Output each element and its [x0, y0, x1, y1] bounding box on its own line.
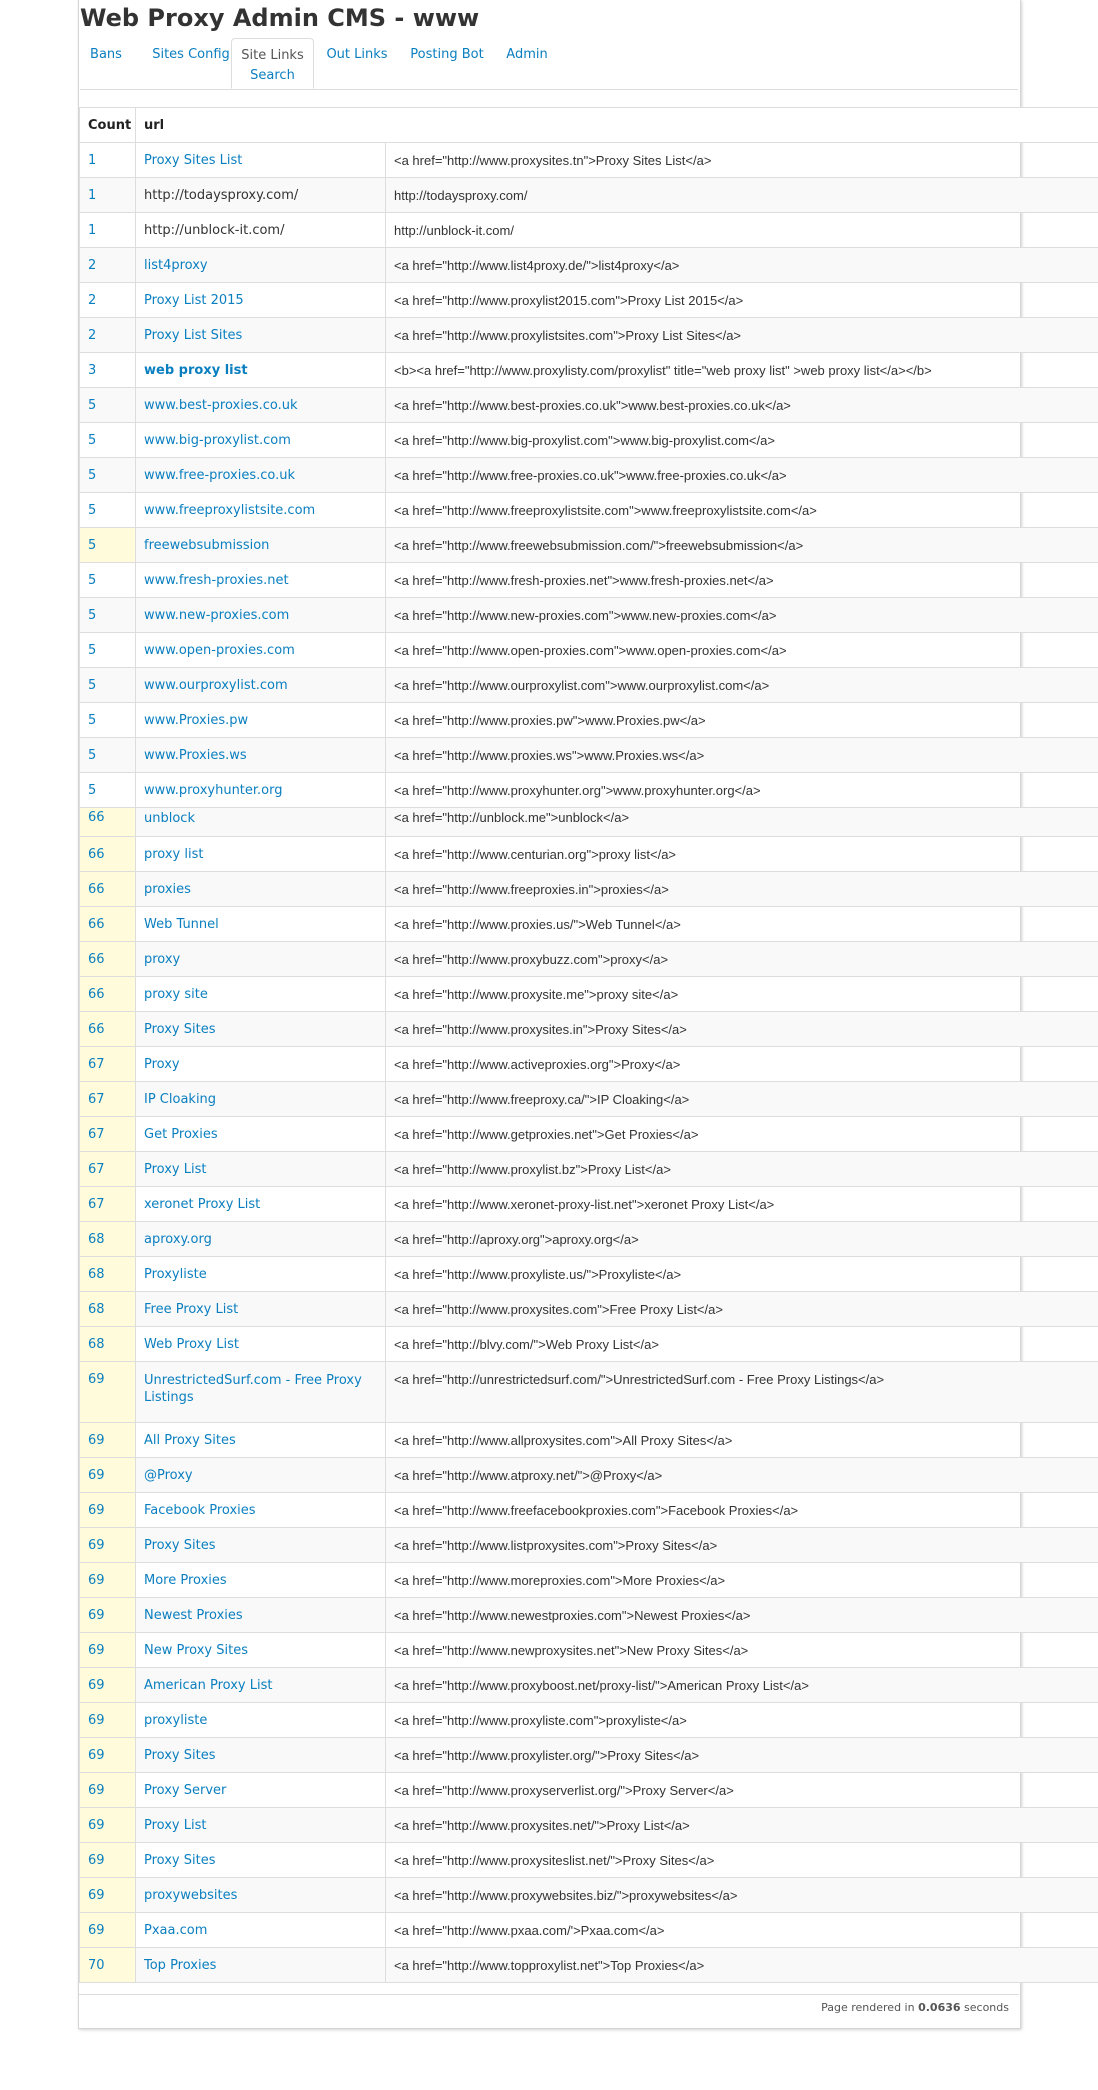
row-count[interactable]: 68 [80, 1222, 136, 1257]
row-link-name[interactable]: www.ourproxylist.com [136, 668, 386, 703]
row-count[interactable]: 66 [80, 872, 136, 907]
table-row [80, 1563, 1098, 1598]
table-row [80, 528, 1098, 563]
row-count[interactable]: 1 [80, 143, 136, 178]
row-count[interactable]: 5 [80, 563, 136, 598]
row-count[interactable]: 5 [80, 703, 136, 738]
row-count[interactable]: 68 [80, 1257, 136, 1292]
render-time-prefix: Page rendered in [821, 2001, 915, 2014]
table-row [80, 1668, 1098, 1703]
row-link-name[interactable]: freewebsubmission [136, 528, 386, 563]
row-link-name[interactable]: Proxy Sites [136, 1012, 386, 1047]
tab-label: Sites Config [152, 47, 230, 62]
table-row [80, 1458, 1098, 1493]
row-link-name[interactable]: unblock [136, 808, 386, 837]
table-row [80, 598, 1098, 633]
row-link-code: <a href="http://www.listproxysites.com">Proxy Sites</a> [386, 1528, 1098, 1563]
row-link-name[interactable]: xeronet Proxy List [136, 1187, 386, 1222]
row-link-name[interactable]: proxy site [136, 977, 386, 1012]
table-row [80, 143, 1098, 178]
row-link-name[interactable]: www.fresh-proxies.net [136, 563, 386, 598]
row-count[interactable]: 69 [80, 1458, 136, 1493]
row-link-name[interactable]: New Proxy Sites [136, 1633, 386, 1668]
row-link-name[interactable]: www.Proxies.ws [136, 738, 386, 773]
row-link-name[interactable]: Proxy List 2015 [136, 283, 386, 318]
table-row [80, 283, 1098, 318]
row-count[interactable]: 2 [80, 318, 136, 353]
row-link-name[interactable]: Proxy Sites [136, 1528, 386, 1563]
table-row [80, 178, 1098, 213]
tab-site-links-search[interactable]: Search [250, 68, 295, 83]
table-row [80, 1082, 1098, 1117]
row-link-name[interactable]: proxyliste [136, 1703, 386, 1738]
row-count[interactable]: 5 [80, 598, 136, 633]
row-link-code: http://todaysproxy.com/ [386, 178, 1098, 213]
row-link-code: <a href="http://www.proxywebsites.biz/">proxywebsites</a> [386, 1878, 1098, 1913]
table-row [80, 213, 1098, 248]
row-link-code: <a href="http://www.allproxysites.com">All Proxy Sites</a> [386, 1423, 1098, 1458]
footer-spacer [79, 1974, 1019, 1994]
row-link-name[interactable]: Proxy Sites [136, 1738, 386, 1773]
row-link-name[interactable]: www.open-proxies.com [136, 633, 386, 668]
table-row [80, 1703, 1098, 1738]
row-link-code: <a href="http://unrestrictedsurf.com/">UnrestrictedSurf.com - Free Proxy Listings</a> [386, 1362, 1098, 1423]
row-count[interactable]: 2 [80, 248, 136, 283]
tab-bans[interactable] [80, 38, 132, 89]
footer [79, 1994, 1019, 2028]
tab-label: Bans [90, 47, 122, 62]
row-count[interactable]: 5 [80, 668, 136, 703]
table-row [80, 1187, 1098, 1222]
row-link-code: <a href="http://www.proxyliste.us/">Proxyliste</a> [386, 1257, 1098, 1292]
table-row [80, 977, 1098, 1012]
row-count[interactable]: 66 [80, 808, 136, 837]
row-count[interactable]: 66 [80, 907, 136, 942]
tab-label: Posting Bot [410, 47, 484, 62]
row-count[interactable]: 3 [80, 353, 136, 388]
row-link-code: <a href="http://www.proxysites.tn">Proxy Sites List</a> [386, 143, 1098, 178]
table-row [80, 1327, 1098, 1362]
table-row [80, 1257, 1098, 1292]
row-count[interactable]: 67 [80, 1152, 136, 1187]
table-row [80, 738, 1098, 773]
table-row [80, 493, 1098, 528]
row-link-name[interactable]: Proxy List [136, 1152, 386, 1187]
row-count[interactable]: 66 [80, 1012, 136, 1047]
table-row [80, 388, 1098, 423]
row-count[interactable]: 69 [80, 1808, 136, 1843]
row-link-name[interactable]: Pxaa.com [136, 1913, 386, 1948]
row-count[interactable]: 69 [80, 1563, 136, 1598]
row-count[interactable]: 2 [80, 283, 136, 318]
row-link-code: <a href="http://www.proxylist2015.com">Proxy List 2015</a> [386, 283, 1098, 318]
row-link-code: <a href="http://www.proxysites.net/">Proxy List</a> [386, 1808, 1098, 1843]
row-link-name[interactable]: UnrestrictedSurf.com - Free Proxy Listings [136, 1362, 386, 1423]
row-count[interactable]: 5 [80, 458, 136, 493]
row-link-code: <a href="http://www.best-proxies.co.uk">www.best-proxies.co.uk</a> [386, 388, 1098, 423]
row-link-code: <a href="http://www.proxies.pw">www.Proxies.pw</a> [386, 703, 1098, 738]
row-count[interactable]: 5 [80, 633, 136, 668]
tab-label: Admin [506, 47, 548, 62]
row-link-name[interactable]: web proxy list [136, 353, 386, 388]
row-count[interactable]: 69 [80, 1362, 136, 1423]
row-link-name: http://todaysproxy.com/ [136, 178, 386, 213]
row-link-code: <a href="http://www.big-proxylist.com">www.big-proxylist.com</a> [386, 423, 1098, 458]
row-count[interactable]: 67 [80, 1187, 136, 1222]
row-link-name[interactable]: list4proxy [136, 248, 386, 283]
row-link-name[interactable]: proxy list [136, 837, 386, 872]
render-time-suffix: seconds [964, 2001, 1009, 2014]
table-row [80, 1598, 1098, 1633]
row-link-code: <a href="http://www.proxysites.in">Proxy Sites</a> [386, 1012, 1098, 1047]
row-link-name[interactable]: www.big-proxylist.com [136, 423, 386, 458]
row-link-code: <a href="http://www.proxies.ws">www.Proxies.ws</a> [386, 738, 1098, 773]
row-link-name[interactable]: www.Proxies.pw [136, 703, 386, 738]
row-link-code: <a href="http://www.free-proxies.co.uk">www.free-proxies.co.uk</a> [386, 458, 1098, 493]
row-link-name[interactable]: Proxy Server [136, 1773, 386, 1808]
row-link-name[interactable]: Proxyliste [136, 1257, 386, 1292]
table-row [80, 808, 1098, 837]
row-link-code: <a href="http://www.moreproxies.com">More Proxies</a> [386, 1563, 1098, 1598]
table-row [80, 703, 1098, 738]
row-link-code: <a href="http://www.list4proxy.de/">list4proxy</a> [386, 248, 1098, 283]
tab-label: Out Links [326, 47, 388, 62]
table-row [80, 1152, 1098, 1187]
row-link-code: <a href="http://blvy.com/">Web Proxy List</a> [386, 1327, 1098, 1362]
row-count[interactable]: 69 [80, 1598, 136, 1633]
row-count[interactable]: 66 [80, 837, 136, 872]
row-link-code: <a href="http://www.freeproxylistsite.com">www.freeproxylistsite.com</a> [386, 493, 1098, 528]
row-link-code: <b><a href="http://www.proxylisty.com/proxylist" title="web proxy list" >web proxy list</a></b> [386, 353, 1098, 388]
row-link-name[interactable]: www.proxyhunter.org [136, 773, 386, 808]
row-count[interactable]: 69 [80, 1913, 136, 1948]
row-link-code: <a href="http://www.proxyboost.net/proxy-list/">American Proxy List</a> [386, 1668, 1098, 1703]
row-link-code: <a href="http://www.proxylister.org/">Proxy Sites</a> [386, 1738, 1098, 1773]
row-count[interactable]: 69 [80, 1773, 136, 1808]
row-link-name[interactable]: More Proxies [136, 1563, 386, 1598]
table-row [80, 1528, 1098, 1563]
table-row [80, 1423, 1098, 1458]
row-link-code: <a href="http://unblock.me">unblock</a> [386, 808, 1098, 837]
row-link-code: <a href="http://www.freewebsubmission.com/">freewebsubmission</a> [386, 528, 1098, 563]
row-link-name[interactable]: www.free-proxies.co.uk [136, 458, 386, 493]
row-link-code: <a href="http://www.proxyliste.com">proxyliste</a> [386, 1703, 1098, 1738]
row-count[interactable]: 1 [80, 213, 136, 248]
table-row [80, 1843, 1098, 1878]
row-count[interactable]: 70 [80, 1948, 136, 1983]
row-link-code: <a href="http://www.open-proxies.com">www.open-proxies.com</a> [386, 633, 1098, 668]
row-link-name[interactable]: American Proxy List [136, 1668, 386, 1703]
table-row [80, 1913, 1098, 1948]
row-count[interactable]: 69 [80, 1703, 136, 1738]
column-header-url: url [136, 108, 1098, 143]
table-row [80, 633, 1098, 668]
row-link-code: <a href="http://www.centurian.org">proxy list</a> [386, 837, 1098, 872]
row-link-name[interactable]: Facebook Proxies [136, 1493, 386, 1528]
row-link-code: <a href="http://www.freeproxy.ca/">IP Cloaking</a> [386, 1082, 1098, 1117]
row-count[interactable]: 5 [80, 773, 136, 808]
row-link-name[interactable]: Get Proxies [136, 1117, 386, 1152]
row-link-name[interactable]: Free Proxy List [136, 1292, 386, 1327]
table-row [80, 1012, 1098, 1047]
row-count[interactable]: 69 [80, 1633, 136, 1668]
table-row [80, 773, 1098, 808]
row-link-code: <a href="http://www.proxylist.bz">Proxy List</a> [386, 1152, 1098, 1187]
row-count[interactable]: 1 [80, 178, 136, 213]
render-time-value: 0.0636 [918, 2001, 961, 2014]
table-header-row [80, 108, 1098, 143]
row-link-code: <a href="http://aproxy.org">aproxy.org</a> [386, 1222, 1098, 1257]
row-link-name[interactable]: Proxy Sites List [136, 143, 386, 178]
row-link-code: <a href="http://www.ourproxylist.com">www.ourproxylist.com</a> [386, 668, 1098, 703]
table-row [80, 1362, 1098, 1423]
row-count[interactable]: 67 [80, 1082, 136, 1117]
tab-admin[interactable] [497, 38, 557, 89]
row-link-code: <a href="http://www.proxyserverlist.org/">Proxy Server</a> [386, 1773, 1098, 1808]
table-row [80, 563, 1098, 598]
table-row [80, 837, 1098, 872]
tab-posting-bot[interactable] [402, 38, 492, 89]
row-link-name[interactable]: proxy [136, 942, 386, 977]
table-row [80, 353, 1098, 388]
table-row [80, 907, 1098, 942]
row-count[interactable]: 68 [80, 1292, 136, 1327]
row-count[interactable]: 66 [80, 942, 136, 977]
row-link-name[interactable]: Web Tunnel [136, 907, 386, 942]
table-row [80, 1738, 1098, 1773]
row-link-code: <a href="http://www.pxaa.com/'>Pxaa.com</a> [386, 1913, 1098, 1948]
row-link-code: <a href="http://www.proxies.us/">Web Tunnel</a> [386, 907, 1098, 942]
tab-out-links[interactable] [317, 38, 397, 89]
row-count[interactable]: 69 [80, 1423, 136, 1458]
row-link-code: <a href="http://www.proxylistsites.com">Proxy List Sites</a> [386, 318, 1098, 353]
row-link-code: <a href="http://www.proxysite.me">proxy site</a> [386, 977, 1098, 1012]
row-count[interactable]: 5 [80, 528, 136, 563]
table-row [80, 1633, 1098, 1668]
row-link-code: <a href="http://www.proxybuzz.com">proxy</a> [386, 942, 1098, 977]
table-row [80, 1047, 1098, 1082]
row-link-name[interactable]: Top Proxies [136, 1948, 386, 1983]
row-link-code: <a href="http://www.freefacebookproxies.com">Facebook Proxies</a> [386, 1493, 1098, 1528]
row-link-code: <a href="http://www.proxyhunter.org">www.proxyhunter.org</a> [386, 773, 1098, 808]
row-link-name[interactable]: Proxy [136, 1047, 386, 1082]
table-row [80, 1808, 1098, 1843]
row-link-code: <a href="http://www.activeproxies.org">Proxy</a> [386, 1047, 1098, 1082]
table-row [80, 248, 1098, 283]
row-link-code: <a href="http://www.newproxysites.net">New Proxy Sites</a> [386, 1633, 1098, 1668]
row-count[interactable]: 68 [80, 1327, 136, 1362]
table-row [80, 1878, 1098, 1913]
row-link-name[interactable]: www.best-proxies.co.uk [136, 388, 386, 423]
table-row [80, 1222, 1098, 1257]
row-link-name[interactable]: proxywebsites [136, 1878, 386, 1913]
tab-sites-config[interactable] [136, 38, 246, 89]
tab-label: Site Links [241, 48, 304, 63]
row-link-code: <a href="http://www.topproxylist.net">Top Proxies</a> [386, 1948, 1098, 1983]
row-count[interactable]: 69 [80, 1493, 136, 1528]
row-link-name[interactable]: aproxy.org [136, 1222, 386, 1257]
row-count[interactable]: 5 [80, 423, 136, 458]
row-link-code: <a href="http://www.newestproxies.com">Newest Proxies</a> [386, 1598, 1098, 1633]
row-link-name[interactable]: www.new-proxies.com [136, 598, 386, 633]
row-count[interactable]: 66 [80, 977, 136, 1012]
row-link-name[interactable]: www.freeproxylistsite.com [136, 493, 386, 528]
row-count[interactable]: 67 [80, 1047, 136, 1082]
table-row [80, 1493, 1098, 1528]
row-link-name[interactable]: Web Proxy List [136, 1327, 386, 1362]
site-links-table [79, 107, 1098, 1983]
row-link-code: <a href="http://www.getproxies.net">Get Proxies</a> [386, 1117, 1098, 1152]
row-link-code: <a href="http://www.xeronet-proxy-list.net">xeronet Proxy List</a> [386, 1187, 1098, 1222]
table-row [80, 872, 1098, 907]
table-row [80, 942, 1098, 977]
row-count[interactable]: 5 [80, 493, 136, 528]
table-row [80, 423, 1098, 458]
row-count[interactable]: 69 [80, 1878, 136, 1913]
row-link-code: <a href="http://www.proxysites.com">Free Proxy List</a> [386, 1292, 1098, 1327]
row-link-name[interactable]: IP Cloaking [136, 1082, 386, 1117]
column-header-count: Count [80, 108, 136, 143]
table-row [80, 1292, 1098, 1327]
row-link-code: <a href="http://www.new-proxies.com">www.new-proxies.com</a> [386, 598, 1098, 633]
row-count[interactable]: 69 [80, 1668, 136, 1703]
row-link-code: <a href="http://www.freeproxies.in">proxies</a> [386, 872, 1098, 907]
table-row [80, 668, 1098, 703]
nav-tabs [80, 38, 1018, 90]
row-link-name[interactable]: @Proxy [136, 1458, 386, 1493]
page-title: Web Proxy Admin CMS - www [80, 4, 480, 32]
table-row [80, 1773, 1098, 1808]
row-link-code: http://unblock-it.com/ [386, 213, 1098, 248]
row-link-name[interactable]: All Proxy Sites [136, 1423, 386, 1458]
tab-site-links[interactable] [231, 38, 314, 89]
row-link-code: <a href="http://www.fresh-proxies.net">www.fresh-proxies.net</a> [386, 563, 1098, 598]
table-row [80, 318, 1098, 353]
row-count[interactable]: 69 [80, 1843, 136, 1878]
row-count[interactable]: 69 [80, 1528, 136, 1563]
row-link-name[interactable]: Newest Proxies [136, 1598, 386, 1633]
row-count[interactable]: 69 [80, 1738, 136, 1773]
row-link-code: <a href="http://www.atproxy.net/">@Proxy</a> [386, 1458, 1098, 1493]
row-count[interactable]: 5 [80, 738, 136, 773]
row-link-name[interactable]: Proxy List [136, 1808, 386, 1843]
row-link-name[interactable]: proxies [136, 872, 386, 907]
row-count[interactable]: 67 [80, 1117, 136, 1152]
table-row [80, 458, 1098, 493]
row-link-name[interactable]: Proxy List Sites [136, 318, 386, 353]
table-row [80, 1117, 1098, 1152]
row-count[interactable]: 5 [80, 388, 136, 423]
row-link-name: http://unblock-it.com/ [136, 213, 386, 248]
row-link-code: <a href="http://www.proxysiteslist.net/">Proxy Sites</a> [386, 1843, 1098, 1878]
row-link-name[interactable]: Proxy Sites [136, 1843, 386, 1878]
